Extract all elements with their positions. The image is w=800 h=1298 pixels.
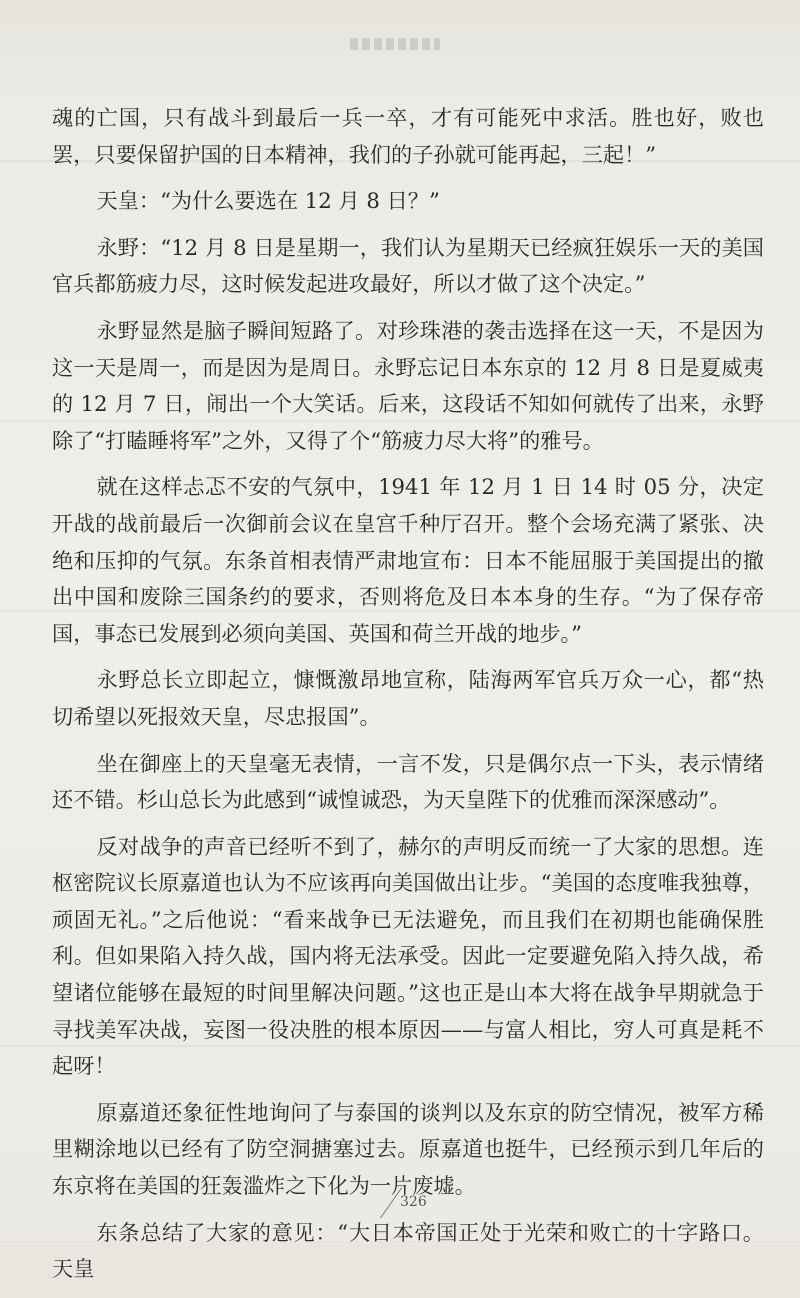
body-text — [52, 100, 764, 1298]
page-number: 326 — [400, 1194, 427, 1210]
paragraph: 永野显然是脑子瞬间短路了。对珍珠港的袭击选择在这一天，不是因为这一天是周一，而是因为是周日。永野忘记日本东京的 12 月 8 日是夏威夷的 12 月 7 日，闹出一个大笑话。后来，这段话不知如何就传了出来，永野除了“打瞌睡将军”之外，又得了个“筋疲力尽大将”的雅号。 — [52, 317, 764, 453]
paragraph: 就在这样忐忑不安的气氛中，1941 年 12 月 1 日 14 时 05 分，决定开战的战前最后一次御前会议在皇宫千种厅召开。整个会场充满了紧张、决绝和压抑的气氛。东条首相表情严肃地宣布：日本不能屈服于美国提出的撤出中国和废除三国条约的要求，否则将危及日本本身的生存。“为了保存帝国，事态已发展到必须向美国、英国和荷兰开战的地步。” — [52, 474, 764, 646]
paragraph: 东条总结了大家的意见：“大日本帝国正处于光荣和败亡的十字路口。天皇 — [52, 1219, 764, 1282]
paragraph: 魂的亡国，只有战斗到最后一兵一卒，才有可能死中求活。胜也好，败也罢，只要保留护国的日本精神，我们的子孙就可能再起，三起！” — [52, 105, 764, 167]
paragraph: 坐在御座上的天皇毫无表情，一言不发，只是偶尔点一下头，表示情绪还不错。杉山总长为此感到“诚惶诚恐，为天皇陛下的优雅而深深感动”。 — [52, 750, 764, 813]
running-header-bleed — [350, 38, 440, 50]
paragraph: 反对战争的声音已经听不到了，赫尔的声明反而统一了大家的思想。连枢密院议长原嘉道也认为不应该再向美国做出让步。“美国的态度唯我独尊，顽固无礼。”之后他说：“看来战争已无法避免，而且我们在初期也能确保胜利。但如果陷入持久战，国内将无法承受。因此一定要避免陷入持久战，希望诸位能够在最短的时间里解决问题。”这也正是山本大将在战争早期就急于寻找美军决战，妄图一役决胜的根本原因——与富人相比，穷人可真是耗不起呀！ — [52, 833, 764, 1079]
paragraph: 原嘉道还象征性地询问了与泰国的谈判以及东京的防空情况，被军方稀里糊涂地以已经有了防空洞搪塞过去。原嘉道也挺牛，已经预示到几年后的东京将在美国的狂轰滥炸之下化为一片废墟。 — [52, 1099, 764, 1199]
paragraph: 永野：“12 月 8 日是星期一，我们认为星期天已经疯狂娱乐一天的美国官兵都筋疲力尽，这时候发起进攻最好，所以才做了这个决定。” — [52, 234, 764, 297]
paragraph: 天皇：“为什么要选在 12 月 8 日？” — [96, 188, 440, 214]
paragraph: 永野总长立即起立，慷慨激昂地宣称，陆海两军官兵万众一心，都“热切希望以死报效天皇，尽忠报国”。 — [52, 667, 764, 729]
page-footer — [372, 1188, 452, 1220]
